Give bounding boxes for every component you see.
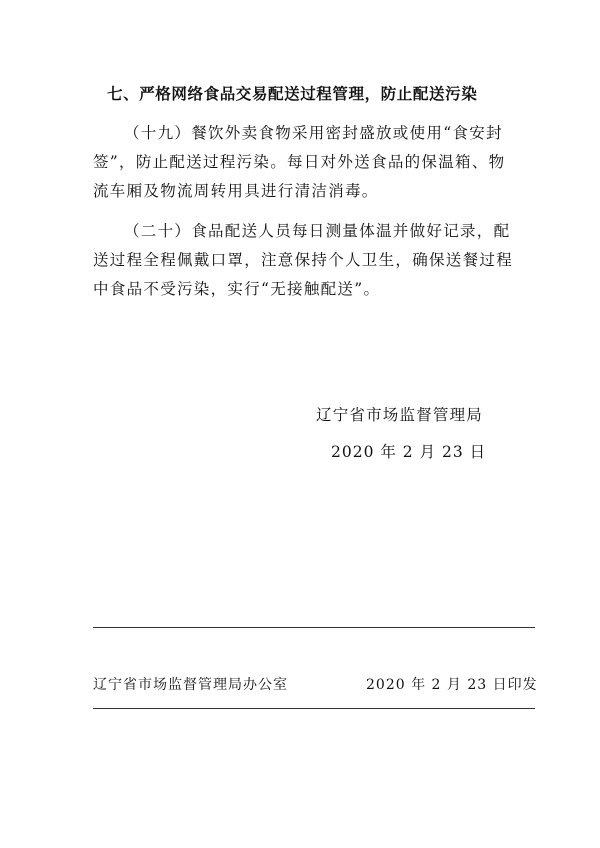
signature-issuer: 辽宁省市场监督管理局 <box>316 406 484 424</box>
footer-divider-bottom <box>93 708 535 709</box>
footer-divider-top <box>93 627 535 628</box>
paragraph-line: 送过程全程佩戴口罩，注意保持个人卫生，确保送餐过程 <box>93 251 514 269</box>
signature-date: 2020 年 2 月 23 日 <box>331 443 487 461</box>
section-heading: 七、严格网络食品交易配送过程管理，防止配送污染 <box>107 85 478 103</box>
paragraph-line: （十九）餐饮外卖食物采用密封盛放或使用“食安封 <box>124 124 503 142</box>
paragraph-19 <box>93 119 533 206</box>
paragraph-line: 流车厢及物流周转用具进行清洁消毒。 <box>93 182 379 200</box>
paragraph-20 <box>93 217 533 304</box>
footer-issue-date: 2020 年 2 月 23 日印发 <box>366 677 538 693</box>
paragraph-line: 签”，防止配送过程污染。每日对外送食品的保温箱、物 <box>93 153 506 171</box>
paragraph-line: （二十）食品配送人员每日测量体温并做好记录，配 <box>124 222 511 240</box>
footer-office: 辽宁省市场监督管理局办公室 <box>93 677 288 693</box>
paragraph-line: 中食品不受污染，实行“无接触配送”。 <box>93 280 381 298</box>
